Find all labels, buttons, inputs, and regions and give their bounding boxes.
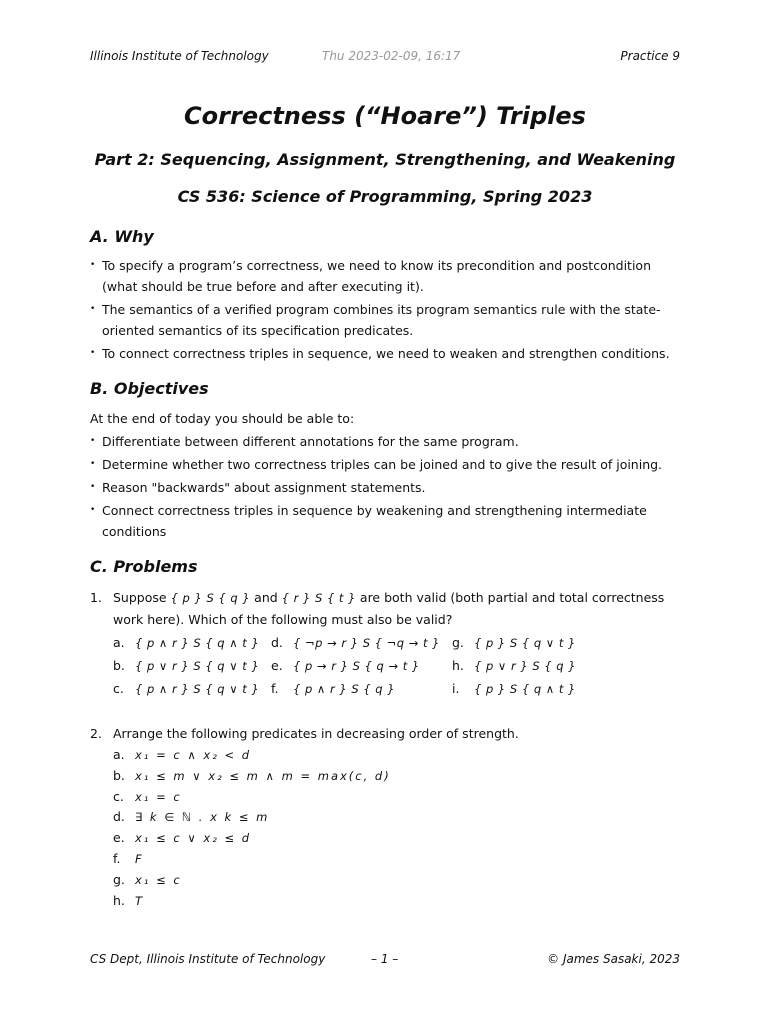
document-subtitle-part: Part 2: Sequencing, Assignment, Strengthening, and Weakening xyxy=(94,150,676,169)
section-b-heading: B. Objectives xyxy=(90,379,209,398)
option: e. { p → r } S { q → t } xyxy=(271,658,420,673)
problem-number: 1. xyxy=(90,590,102,605)
list-item: • Connect correctness triples in sequence by weakening and strengthening intermediate conditions xyxy=(90,500,680,542)
footer-department: CS Dept, Illinois Institute of Technology xyxy=(90,952,326,966)
option: c. { p ∧ r } S { q ∨ t } xyxy=(113,681,260,696)
problem-1-text xyxy=(113,587,680,630)
option: i. { p } S { q ∧ t } xyxy=(452,681,576,696)
option: f. { p ∧ r } S { q } xyxy=(271,681,396,696)
header-institution: Illinois Institute of Technology xyxy=(90,49,269,63)
triple-2: { r } S { t } xyxy=(281,591,356,605)
header-timestamp: Thu 2023-02-09, 16:17 xyxy=(322,49,461,63)
section-a-heading: A. Why xyxy=(90,227,154,246)
list-item: • Determine whether two correctness triples can be joined and to give the result of joining. xyxy=(90,454,680,475)
list-item: e. x₁ ≤ c ∨ x₂ ≤ d xyxy=(113,830,252,846)
option: a. { p ∧ r } S { q ∧ t } xyxy=(113,635,260,650)
options-row xyxy=(113,678,680,701)
triple-1: { p } S { q } xyxy=(170,591,251,605)
header-practice-number: Practice 9 xyxy=(620,49,680,63)
document-subtitle-course: CS 536: Science of Programming, Spring 2023 xyxy=(177,187,593,206)
problem-1-rest: are both valid (both partial and total correctness work here). Which of the following must also be valid? xyxy=(113,590,665,627)
page-footer xyxy=(90,952,680,968)
section-b-bullets xyxy=(90,431,680,542)
section-b-intro: At the end of today you should be able to: xyxy=(90,411,355,426)
list-item: a. x₁ = c ∧ x₂ < d xyxy=(113,747,252,762)
option: b. { p ∨ r } S { q ∨ t } xyxy=(113,658,260,673)
option: h. { p ∨ r } S { q } xyxy=(452,658,577,673)
option: d. { ¬p → r } S { ¬q → t } xyxy=(271,635,441,650)
section-a-body xyxy=(90,255,680,366)
problem-1-options xyxy=(113,632,680,701)
list-item: • To specify a program’s correctness, we need to know its precondition and postcondition (what should be true before and after executing it). xyxy=(90,255,680,297)
list-item: c. x₁ = c xyxy=(113,788,182,804)
problem-1-and: and xyxy=(254,590,278,605)
footer-copyright: © James Sasaki, 2023 xyxy=(547,952,680,966)
list-item: • To connect correctness triples in sequence, we need to weaken and strengthen conditions. xyxy=(90,343,680,364)
list-item: g. x₁ ≤ c xyxy=(113,871,182,887)
problem-number: 2. xyxy=(90,726,102,741)
option: g. { p } S { q ∨ t } xyxy=(452,635,576,650)
problem-2-text: Arrange the following predicates in decreasing order of strength. xyxy=(113,726,519,741)
list-item: • Differentiate between different annotations for the same program. xyxy=(90,431,680,452)
section-b-body xyxy=(90,408,680,544)
section-a-bullets xyxy=(90,255,680,364)
list-item: b. x₁ ≤ m ∨ x₂ ≤ m ∧ m = max(c, d) xyxy=(113,767,391,783)
problem-1 xyxy=(90,587,680,701)
list-item: • Reason "backwards" about assignment statements. xyxy=(90,477,680,498)
problem-1-intro: Suppose xyxy=(113,590,167,605)
list-item: h. T xyxy=(113,892,145,908)
problem-2-predicates xyxy=(113,744,680,910)
page-header xyxy=(90,49,680,65)
document-title: Correctness (“Hoare”) Triples xyxy=(184,102,586,130)
list-item: • The semantics of a verified program combines its program semantics rule with the state-oriented semantics of its specification predicates. xyxy=(90,299,680,341)
problem-2 xyxy=(90,723,680,910)
options-row xyxy=(113,632,680,655)
footer-page-number: – 1 – xyxy=(371,952,399,966)
options-row xyxy=(113,655,680,678)
section-c-heading: C. Problems xyxy=(90,557,198,576)
list-item: f. F xyxy=(113,850,144,866)
list-item: d. ∃ k ∈ ℕ . x k ≤ m xyxy=(113,809,270,825)
